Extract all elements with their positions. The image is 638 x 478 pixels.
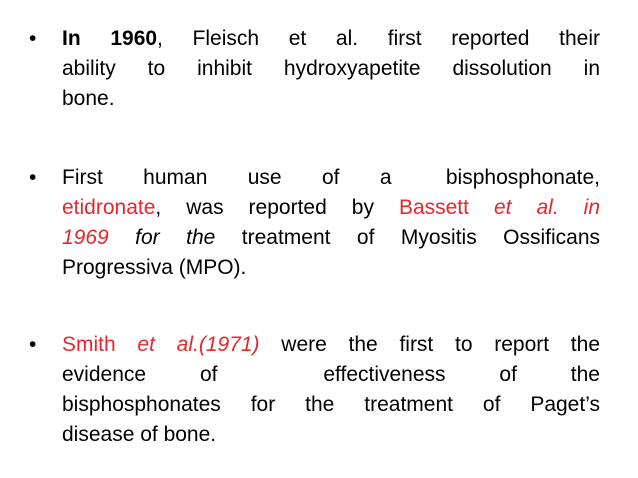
bullet-marker: • [29,166,37,189]
bullet-1-line-3: bone. [62,87,115,110]
bullet-item-1960-fleisch [29,24,601,114]
bassett-author: Bassett [398,196,469,219]
year-1969: 1969 [62,226,109,249]
bullet-2-line-2: etidronate, was reported by Bassett et al. in [62,196,600,219]
year-1960: In 1960 [62,27,158,50]
bullet-marker: • [29,27,37,50]
bullet-1-line-1: In 1960, Fleisch et al. first reported their [62,27,600,50]
bullet-2-line-1: First human use of a bisphosphonate, [62,166,600,189]
bullet-2-line-3: 1969 for the treatment of Myositis Ossificans [62,226,600,249]
bullet-marker: • [29,333,37,356]
bullet-3-line-4: disease of bone. [62,423,217,446]
bullet-item-smith-1971 [29,330,601,450]
smith-author: Smith [62,333,116,356]
etidronate-term: etidronate [62,196,156,219]
bullet-3-line-2: evidence of effectiveness of the [62,363,600,386]
bullet-1-line-2: ability to inhibit hydroxyapetite dissolution in [62,57,600,80]
bullet-item-etidronate [29,163,601,283]
bullet-3-line-1: Smith et al.(1971) were the first to report the [62,333,600,356]
bullet-2-line-4: Progressiva (MPO). [62,256,247,279]
bullet-3-line-3: bisphosphonates for the treatment of Paget’s [62,393,600,416]
